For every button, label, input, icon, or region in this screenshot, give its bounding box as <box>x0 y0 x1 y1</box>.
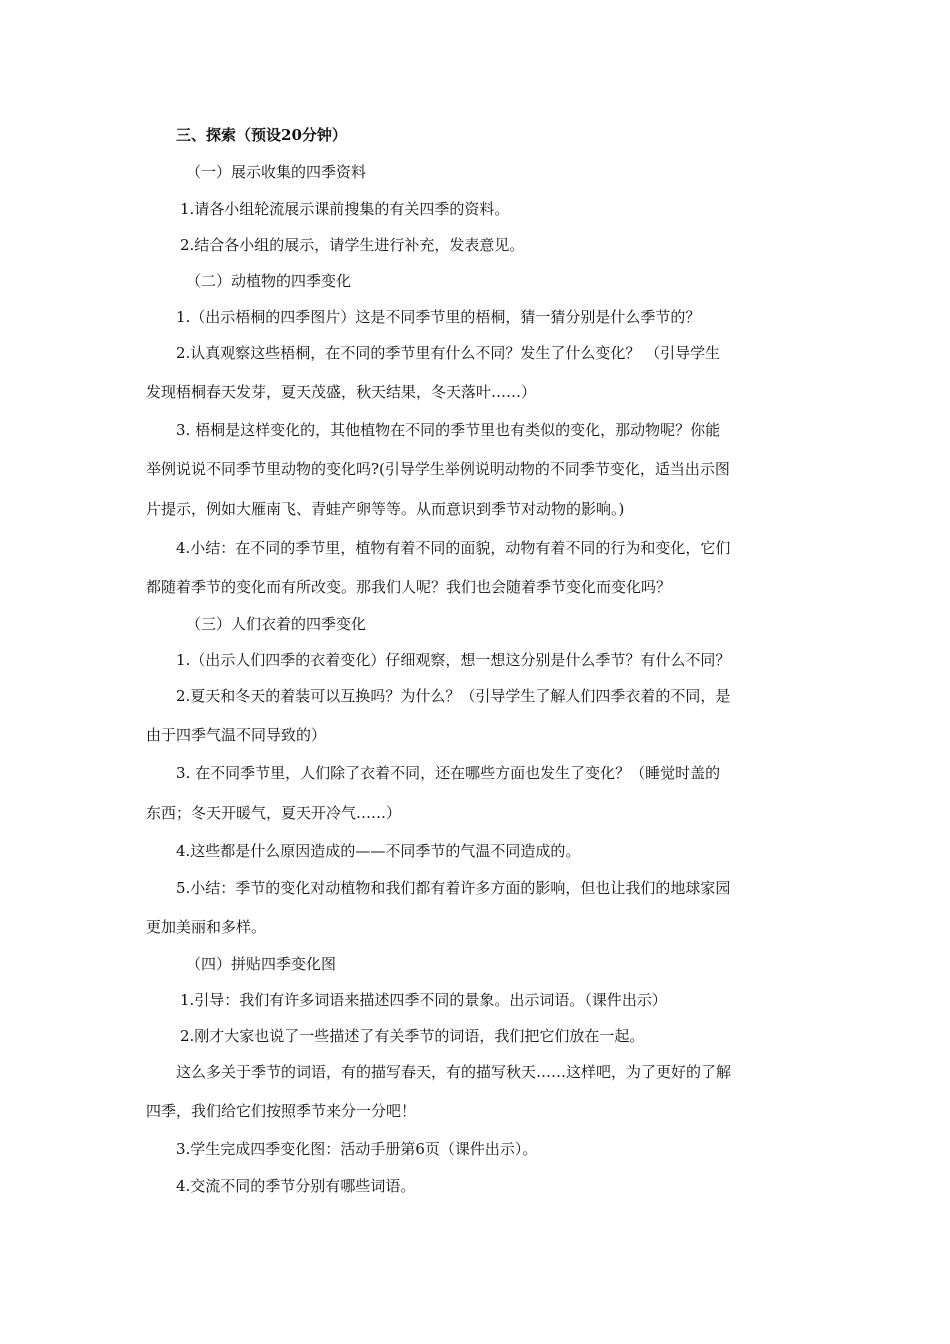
paragraph: 4.这些都是什么原因造成的——不同季节的气温不同造成的。 <box>176 842 581 860</box>
paragraph: 1.（出示梧桐的四季图片）这是不同季节里的梧桐，猜一猜分别是什么季节的？ <box>176 308 701 326</box>
paragraph: 3. 在不同季节里，人们除了衣着不同，还在哪些方面也发生了变化？（睡觉时盖的 <box>176 764 721 782</box>
paragraph: 1.引导：我们有许多词语来描述四季不同的景象。出示词语。（课件出示） <box>180 991 667 1009</box>
paragraph: 东西；冬天开暖气，夏天开冷气……） <box>146 804 402 822</box>
paragraph: 1.请各小组轮流展示课前搜集的有关四季的资料。 <box>180 200 510 218</box>
paragraph: 发现梧桐春天发芽，夏天茂盛，秋天结果，冬天落叶……） <box>146 383 537 401</box>
section-heading: 三、探索（预设20分钟） <box>176 126 347 144</box>
paragraph: 由于四季气温不同导致的） <box>146 726 327 744</box>
paragraph: 2.夏天和冬天的着装可以互换吗？为什么？（引导学生了解人们四季衣着的不同，是 <box>176 687 731 705</box>
paragraph: 3.学生完成四季变化图：活动手册第6页（课件出示）。 <box>176 1140 538 1158</box>
paragraph: 更加美丽和多样。 <box>146 918 267 936</box>
subsection-title: （一）展示收集的四季资料 <box>186 163 367 181</box>
subsection-title: （二）动植物的四季变化 <box>186 272 352 290</box>
paragraph: 4.交流不同的季节分别有哪些词语。 <box>176 1177 416 1195</box>
subsection-title: （三）人们衣着的四季变化 <box>186 615 367 633</box>
paragraph: 这么多关于季节的词语，有的描写春天，有的描写秋天……这样吧，为了更好的了解 <box>176 1063 732 1081</box>
paragraph: 2.结合各小组的展示，请学生进行补充，发表意见。 <box>180 236 525 254</box>
paragraph: 四季，我们给它们按照季节来分一分吧！ <box>146 1102 417 1120</box>
paragraph: 4.小结：在不同的季节里，植物有着不同的面貌，动物有着不同的行为和变化，它们 <box>176 539 731 557</box>
paragraph: 2.刚才大家也说了一些描述了有关季节的词语，我们把它们放在一起。 <box>180 1027 645 1045</box>
paragraph: 5.小结：季节的变化对动植物和我们都有着许多方面的影响，但也让我们的地球家园 <box>176 879 731 897</box>
paragraph: 1.（出示人们四季的衣着变化）仔细观察，想一想这分别是什么季节？有什么不同？ <box>176 651 731 669</box>
paragraph: 都随着季节的变化而有所改变。那我们人呢？我们也会随着季节变化而变化吗？ <box>146 578 672 596</box>
paragraph: 片提示，例如大雁南飞、青蛙产卵等等。从而意识到季节对动物的影响。) <box>146 500 625 518</box>
paragraph: 2.认真观察这些梧桐，在不同的季节里有什么不同？发生了什么变化？ （引导学生 <box>176 344 721 362</box>
paragraph: 3. 梧桐是这样变化的，其他植物在不同的季节里也有类似的变化，那动物呢？你能 <box>176 421 721 439</box>
subsection-title: （四）拼贴四季变化图 <box>186 955 337 973</box>
paragraph: 举例说说不同季节里动物的变化吗?(引导学生举例说明动物的不同季节变化，适当出示图 <box>146 460 730 478</box>
